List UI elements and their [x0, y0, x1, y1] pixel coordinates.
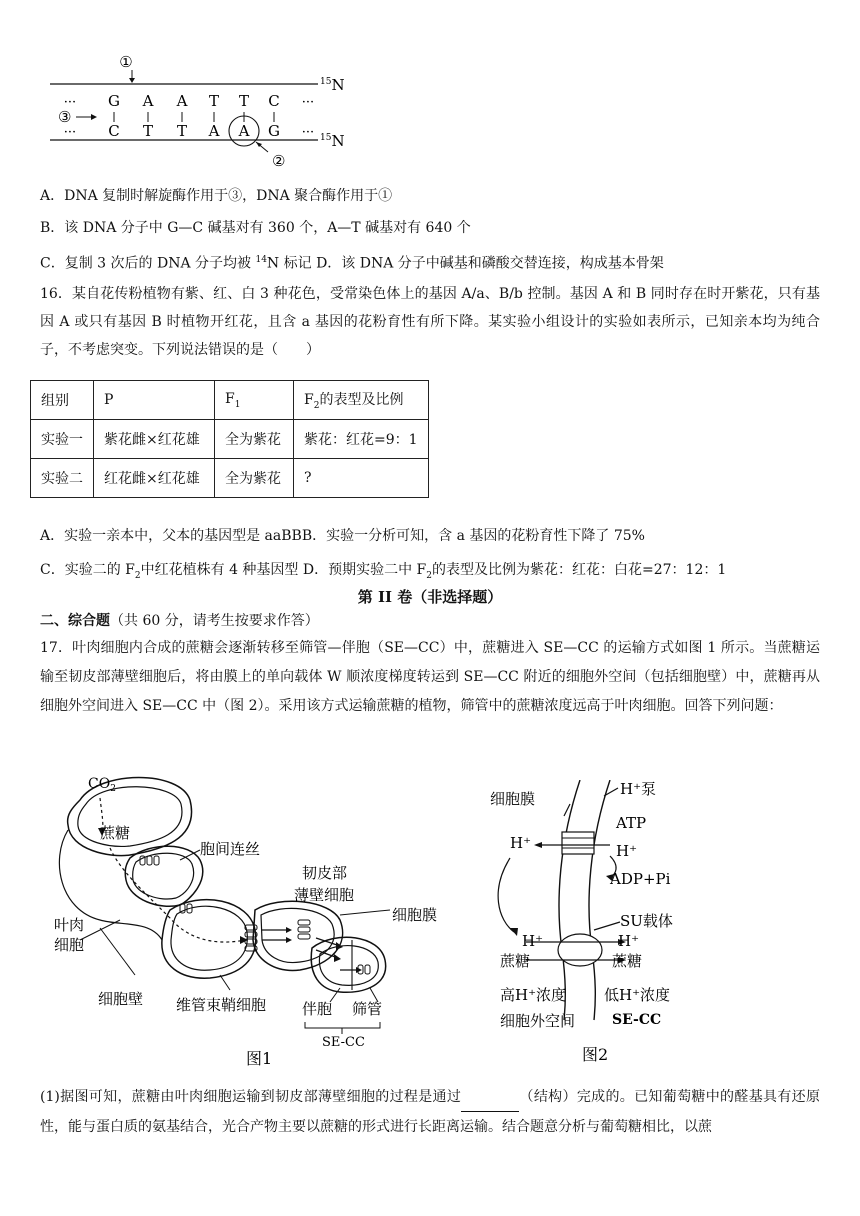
marker-1: ① — [119, 53, 133, 71]
svg-text:A: A — [176, 92, 188, 110]
section-title: 第 II 卷（非选择题） — [357, 588, 503, 606]
svg-text:H⁺: H⁺ — [522, 932, 543, 950]
bottom-strand-bases — [108, 122, 280, 140]
q17-sub1: (1)据图可知，蔗糖由叶肉细胞运输到韧皮部薄壁细胞的过程是通过 （结构）完成的。已知葡萄糖中的醛基具有还原性，能与蛋白质的氨基结合，光合产物主要以蔗糖的形式进行长距离运输。结合题意分析与葡萄糖相比，以蔗 — [40, 1089, 820, 1135]
fig1-mesophyll-label-1: 叶肉 — [54, 916, 85, 934]
marker-3: ③ — [58, 108, 72, 126]
svg-text:···: ··· — [63, 125, 77, 140]
svg-text:高H⁺浓度: 高H⁺浓度 — [500, 986, 566, 1004]
q15-option-a: A．DNA 复制时解旋酶作用于③，DNA 聚合酶作用于① — [40, 188, 393, 204]
svg-text:T: T — [142, 122, 154, 140]
fig1-membrane-label: 细胞膜 — [392, 906, 438, 924]
svg-text:H⁺: H⁺ — [618, 932, 639, 950]
svg-text:T: T — [238, 92, 250, 110]
fig1-phloem-label-1: 韧皮部 — [302, 864, 348, 882]
fig1-mesophyll-label-2: 细胞 — [54, 936, 85, 954]
figure-2 — [470, 780, 720, 1070]
svg-text:H⁺泵: H⁺泵 — [620, 780, 656, 798]
svg-text:低H⁺浓度: 低H⁺浓度 — [604, 986, 670, 1004]
part-heading: 二、综合题（共 60 分，请考生按要求作答） — [40, 613, 319, 629]
svg-text:细胞外空间: 细胞外空间 — [500, 1012, 576, 1030]
svg-text:CO2: $CO_2$ — [88, 776, 116, 794]
svg-text:15N: $^{15}$N — [320, 132, 345, 150]
svg-text:A: A — [238, 122, 250, 140]
fig1-sucrose-label: 蔗糖 — [100, 824, 131, 842]
genetics-table: 组别 P $F_1$ $F_2$的表型及比例 实验一 紫花雌×红花雄 全为紫花 紫花：红花=9：1 实验二 红花雌×红花雄 全为紫花 ? — [30, 380, 429, 498]
q15-option-cd: C．复制 3 次后的 DNA 分子均被 $^{14}$N 标记 D．该 DNA 分子中碱基和磷酸交替连接，构成基本骨架 — [40, 255, 664, 272]
svg-text:SE-CC: SE-CC — [612, 1012, 662, 1028]
svg-text:15N: $^{15}$N — [320, 76, 345, 94]
marker-2: ② — [272, 152, 286, 170]
top-strand-bases — [108, 92, 280, 110]
q15-option-b: B．该 DNA 分子中 G—C 碱基对有 360 个，A—T 碱基对有 640 个 — [40, 220, 471, 236]
svg-text:G: G — [268, 122, 280, 140]
fig1-phloem-label-2: 薄壁细胞 — [294, 886, 355, 904]
svg-text:A: A — [142, 92, 154, 110]
svg-text:T: T — [208, 92, 220, 110]
q16-option-ab: A．实验一亲本中，父本的基因型是 aaBBB．实验一分析可知，含 a 基因的花粉育性下降了 75% — [40, 528, 645, 544]
svg-text:蔗糖: 蔗糖 — [500, 952, 531, 970]
fig1-plasmodesmata-label: 胞间连丝 — [200, 840, 261, 858]
svg-text:细胞膜: 细胞膜 — [490, 790, 536, 808]
svg-text:···: ··· — [301, 95, 315, 110]
fig1-sieve-tube-label: 筛管 — [352, 1000, 383, 1018]
fig1-secc-label: SE-CC — [322, 1035, 365, 1050]
svg-text:A: A — [208, 122, 220, 140]
svg-text:图2: 图2 — [582, 1045, 609, 1064]
fig1-bundle-sheath-label: 维管束鞘细胞 — [176, 996, 267, 1014]
svg-text:C: C — [108, 122, 120, 140]
q16-option-cd: C．实验二的 $F_2$中红花植株有 4 种基因型 D．预期实验二中 $F_2$的表型及比例为紫花：红花：白花=27：12：1 — [40, 562, 727, 581]
answer-blank[interactable] — [461, 1097, 519, 1112]
q16-stem: 16．某自花传粉植物有紫、红、白 3 种花色，受常染色体上的基因 A/a、B/b 控制。基因 A 和 B 同时存在时开紫花，只有基因 A 或只有基因 B 时植物开红花，且含 a 基因的花粉育性有所下降。某实验小组设计的实验如表所示，已知亲本均为纯合子，不考虑突变。下列说法错误的是（ ） — [40, 286, 820, 358]
q17-stem: 17．叶肉细胞内合成的蔗糖会逐渐转移至筛管—伴胞（SE—CC）中，蔗糖进入 SE—CC 的运输方式如图 1 所示。当蔗糖运输至韧皮部薄壁细胞后，将由膜上的单向载体 W 顺浓度梯度转运到 SE—CC 附近的细胞外空间（包括细胞壁）中，蔗糖再从细胞外空间进入 SE—CC 中（图 2）。采用该方式运输蔗糖的植物，筛管中的蔗糖浓度远高于叶肉细胞。回答下列问题： — [40, 640, 820, 714]
fig1-companion-label: 伴胞 — [302, 1000, 333, 1018]
svg-text:G: G — [108, 92, 120, 110]
svg-text:T: T — [176, 122, 188, 140]
fig1-caption: 图1 — [246, 1049, 273, 1068]
svg-text:ADP+Pi: ADP+Pi — [610, 870, 671, 888]
svg-text:ATP: ATP — [616, 814, 647, 832]
svg-text:C: C — [268, 92, 280, 110]
svg-text:SU载体: SU载体 — [620, 912, 673, 930]
svg-text:H⁺: H⁺ — [616, 842, 637, 860]
svg-text:···: ··· — [63, 95, 77, 110]
fig1-cell-wall-label: 细胞壁 — [98, 990, 144, 1008]
svg-text:···: ··· — [301, 125, 315, 140]
svg-text:H⁺: H⁺ — [510, 834, 531, 852]
figure-1 — [40, 770, 460, 1070]
svg-text:蔗糖: 蔗糖 — [612, 952, 643, 970]
dna-structure-figure — [40, 50, 370, 175]
